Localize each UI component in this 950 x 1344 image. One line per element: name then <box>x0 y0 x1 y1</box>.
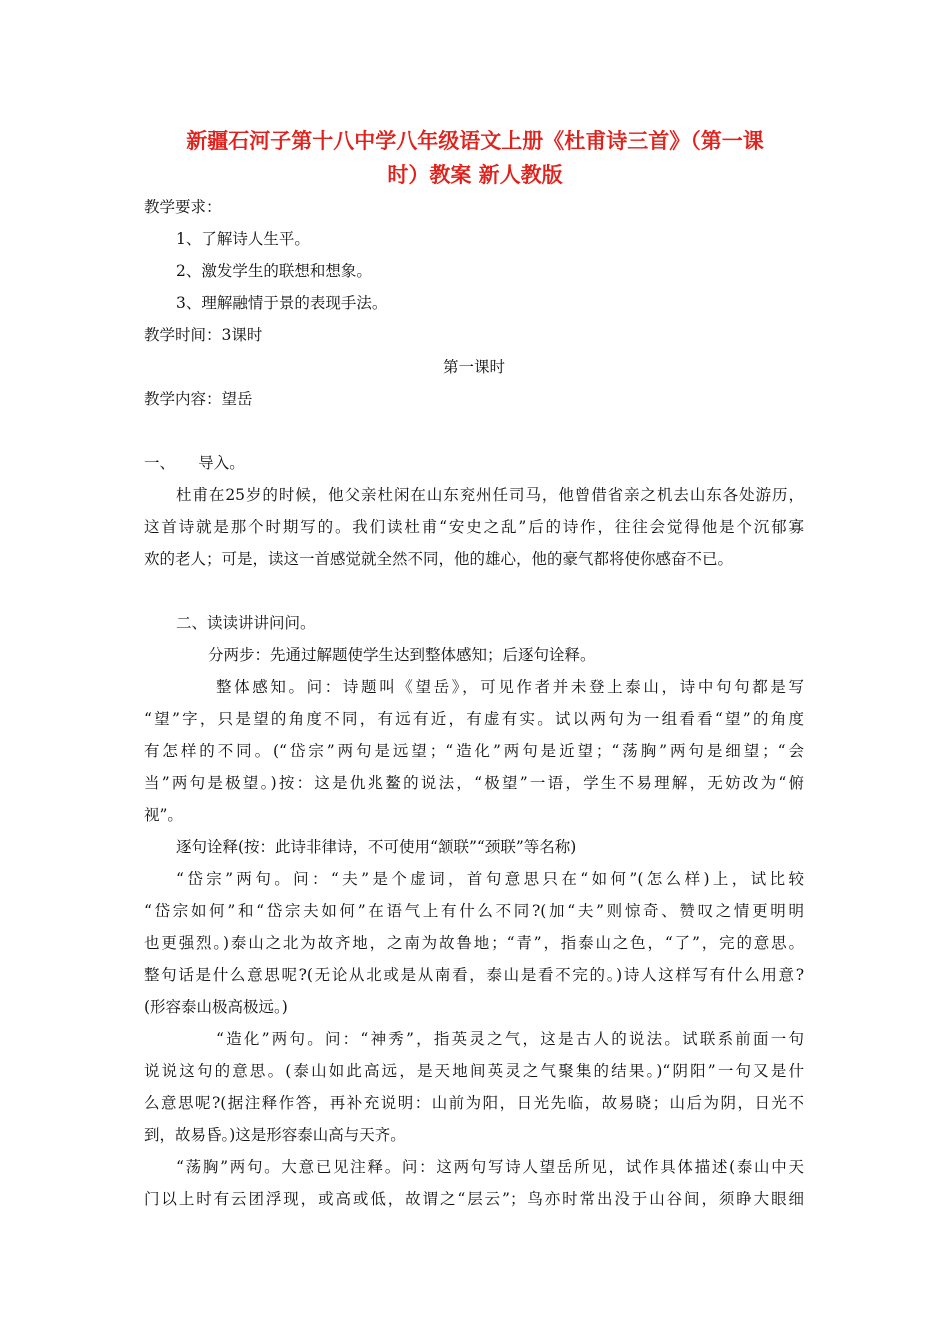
paragraph-line: “望”字，只是望的角度不同，有远有近，有虚有实。试以两句为一组看看“望”的角度 <box>144 710 804 728</box>
paragraph-line: “岱宗”两句。问：“夫”是个虚词，首句意思只在“如何”(怎么样)上，试比较 <box>176 870 804 888</box>
document-title-line-1: 新疆石河子第十八中学八年级语文上册《杜甫诗三首》（第一课 <box>186 128 764 153</box>
section-heading-reading: 二、读读讲讲问问。 <box>176 614 316 632</box>
paragraph-line: 也更强烈。)泰山之北为故齐地，之南为故鲁地；“青”，指泰山之色，“了”，完的意思。 <box>144 934 804 952</box>
paragraph-line: 杜甫在25岁的时候，他父亲杜闲在山东兖州任司马，他曾借省亲之机去山东各处游历， <box>176 486 804 504</box>
paragraph-line: 欢的老人；可是，读这一首感觉就全然不同，他的雄心，他的豪气都将使你感奋不已。 <box>144 550 734 568</box>
paragraph-line: 说说这句的意思。(泰山如此高远，是天地间英灵之气聚集的结果。)“阴阳”一句又是什 <box>144 1062 804 1080</box>
paragraph-line: 整体感知。问：诗题叫《望岳》，可见作者并未登上泰山，诗中句句都是写 <box>216 678 804 696</box>
teaching-content: 教学内容：望岳 <box>144 390 253 408</box>
paragraph-line: 整句话是什么意思呢?(无论从北或是从南看，泰山是看不完的。)诗人这样写有什么用意? <box>144 966 804 984</box>
teaching-time: 教学时间：3课时 <box>144 326 263 344</box>
paragraph-line: “岱宗如何”和“岱宗夫如何”在语气上有什么不同?(加“夫”则惊奇、赞叹之情更明明 <box>144 902 804 920</box>
paragraph-line: 视”。 <box>144 806 183 824</box>
paragraph-line: 当”两句是极望。)按：这是仇兆鳌的说法，“极望”一语，学生不易理解，无妨改为“俯 <box>144 774 804 792</box>
paragraph-line: “荡胸”两句。大意已见注释。问：这两句写诗人望岳所见，试作具体描述(泰山中天 <box>176 1158 804 1176</box>
paragraph-line: 这首诗就是那个时期写的。我们读杜甫“安史之乱”后的诗作，往往会觉得他是个沉郁寡 <box>144 518 804 536</box>
document-title-line-2: 时）教案 新人教版 <box>387 162 563 187</box>
requirement-item: 3、理解融情于景的表现手法。 <box>176 294 388 312</box>
paragraph-line: 分两步：先通过解题使学生达到整体感知；后逐句诠释。 <box>208 646 596 664</box>
paragraph-line: 逐句诠释(按：此诗非律诗，不可使用“颔联”“颈联”等名称) <box>176 838 577 856</box>
section-heading-requirements: 教学要求： <box>144 198 222 216</box>
paragraph-line: (形容泰山极高极远。) <box>144 998 288 1016</box>
paragraph-line: “造化”两句。问：“神秀”，指英灵之气，这是古人的说法。试联系前面一句 <box>216 1030 804 1048</box>
paragraph-line: 么意思呢?(据注释作答，再补充说明：山前为阳，日光先临，故易晓；山后为阴，日光不 <box>144 1094 804 1112</box>
requirement-item: 1、了解诗人生平。 <box>176 230 310 248</box>
lesson-heading: 第一课时 <box>442 358 505 376</box>
section-heading-intro: 一、 导入。 <box>144 454 245 472</box>
paragraph-line: 门以上时有云团浮现，或高或低，故谓之“层云”；鸟亦时常出没于山谷间，须睁大眼细 <box>144 1190 804 1208</box>
paragraph-line: 有怎样的不同。(“岱宗”两句是远望；“造化”两句是近望；“荡胸”两句是细望；“会 <box>144 742 804 760</box>
requirement-item: 2、激发学生的联想和想象。 <box>176 262 372 280</box>
paragraph-line: 到，故易昏。)这是形容泰山高与天齐。 <box>144 1126 406 1144</box>
